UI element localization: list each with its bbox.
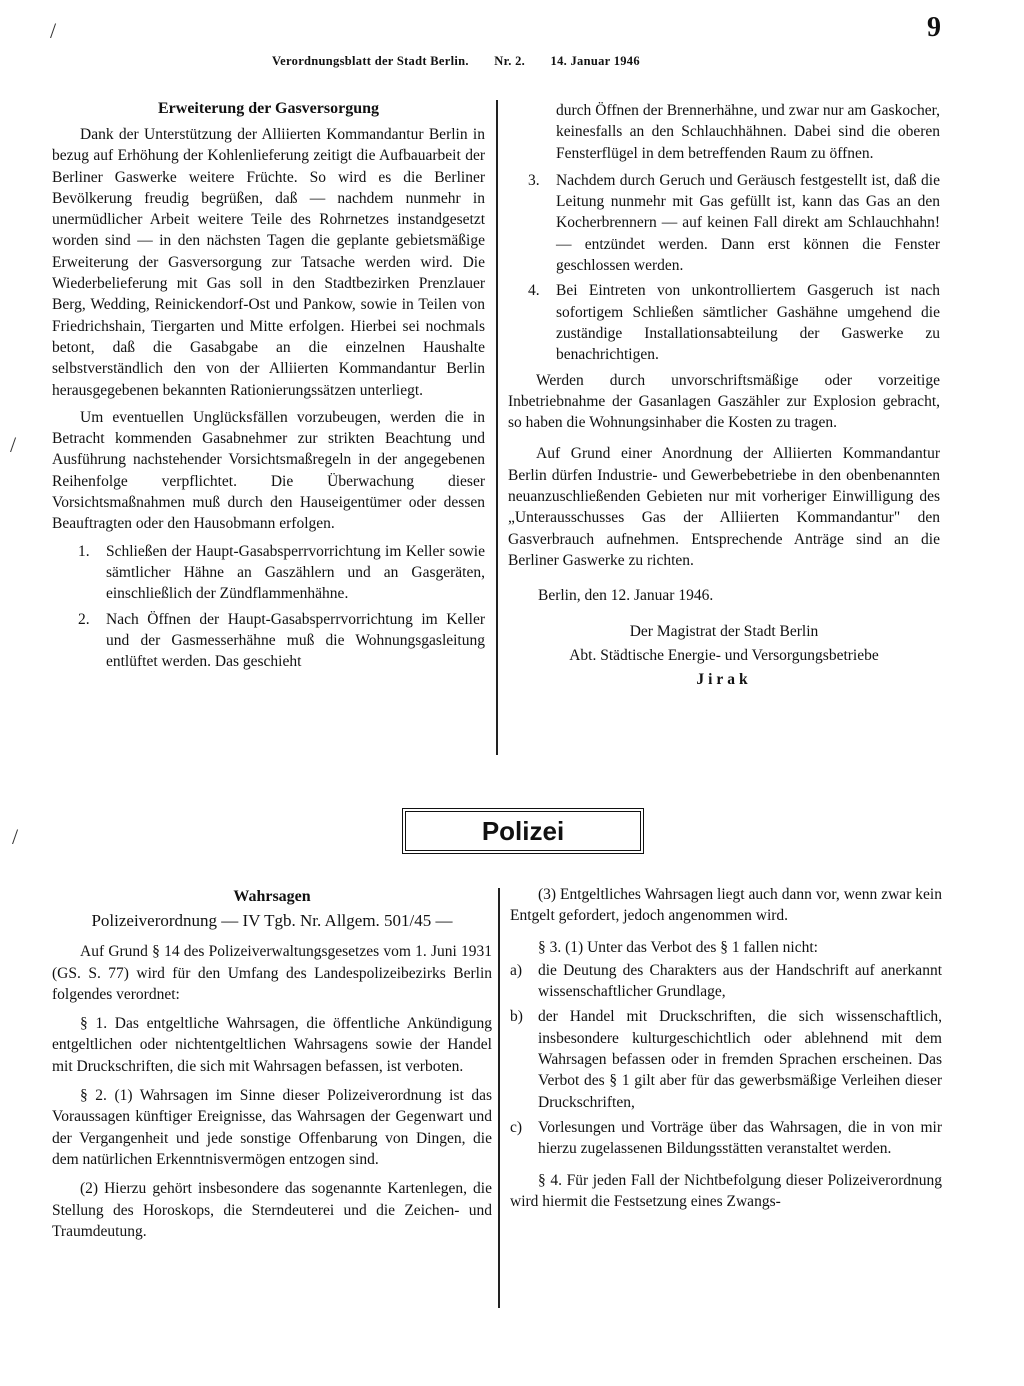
gas-paragraph: Dank der Unterstützung der Alliierten Kommandantur Berlin in bezug auf Erhöhung der Kohlenlieferung zeitigt die Aufbauarbeit der Berliner Gaswerke weitere Früchte. So wird es die Berliner Bevölkerung freudig begrüßen, daß — nachdem nunmehr in unermüdlicher Arbeit weitere Teile des Rohrnetzes instandgesetzt worden sind — in den nächsten Tagen die geplante gebietsmäßige Erweiterung der Gasversorgung zur Tatsache werden wird. Die Wiederbelieferung mit Gas soll in den Stadtbezirken Prenzlauer Berg, Wedding, Reinickendorf-Ost und Pankow, sowie in Teilen von Friedrichshain, Tiergarten und Mitte erfolgen. Hierbei sei nochmals betont, daß die Gasabgabe an die einzelnen Haushalte selbstverständlich den von der Alliierten Kommandantur Berlin herausgegebenen bekannten Rationierungssätzen unterliegt.	[52, 126, 485, 399]
item-letter: c)	[510, 1118, 523, 1136]
signature-name: Jirak	[696, 671, 752, 689]
fortune-right-column	[510, 884, 942, 1212]
ordinance-paragraph: § 2. (1) Wahrsagen im Sinne dieser Polizeiverordnung ist das Voraussagen künftiger Ereignisse, das Wahrsagen der Gegenwart und der Vergangenheit und jede sonstige Offenbarung von Dingen, die dem natürlichen Erkenntnisvermögen entzogen sind.	[52, 1087, 492, 1168]
gas-right-column	[508, 100, 940, 690]
page-number: 9	[927, 12, 941, 43]
gas-rule-item	[78, 541, 485, 605]
gas-paragraph: Auf Grund einer Anordnung der Alliierten Kommandantur Berlin dürfen Industrie- und Gewerbebetriebe in den obenbenannten neuanzuschließenden Gebieten nur mit vorheriger Einwilligung des „Unterausschusses Gas der Alliierten Kommandantur" den Gasverbrauch aufnehmen. Entsprechende Anträge sind an die Berliner Gaswerke zu richten.	[508, 445, 940, 569]
item-letter: b)	[510, 1008, 523, 1026]
item-number: 3.	[528, 171, 540, 189]
item-text: Bei Eintreten von unkontrolliertem Gasgeruch ist nach sofortigem Schließen sämtlicher Gashähne umgehend die zuständige Installationsabteilung der Gaswerke zu benachrichtigen.	[556, 282, 940, 364]
item-letter: a)	[510, 961, 523, 979]
item-text: der Handel mit Druckschriften, die sich wissenschaftlich, insbesondere kulturgeschichtlich oder ablehnend mit dem Wahrsagen befassen oder in fremden Sprachen erscheinen. Das Verbot des § 1 gilt aber für das gewerbsmäßige Verleihen dieser Druckschriften,	[538, 1008, 942, 1111]
police-ordinance-subtitle: Polizeiverordnung — IV Tgb. Nr. Allgem. 501/45 —	[91, 911, 453, 930]
fortune-left-column	[52, 888, 492, 1242]
gas-left-column	[52, 100, 485, 676]
ordinance-paragraph: Auf Grund § 14 des Polizeiverwaltungsgesetzes vom 1. Juni 1931 (GS. S. 77) wird für den Umfang des Landespolizeibezirks Berlin folgendes verordnet:	[52, 943, 492, 1003]
ordinance-paragraph: § 4. Für jeden Fall der Nichtbefolgung dieser Polizeiverordnung wird hiermit die Festsetzung eines Zwangs-	[510, 1171, 942, 1210]
item-text: Vorlesungen und Vorträge über das Wahrsagen, die in von mir hierzu zugelassenen Bildungsstätten veranstaltet werden.	[538, 1118, 942, 1158]
ordinance-paragraph: (3) Entgeltliches Wahrsagen liegt auch dann vor, wenn zwar kein Entgelt gefordert, jedoch angenommen wird.	[510, 886, 942, 925]
ordinance-paragraph: § 3. (1) Unter das Verbot des § 1 fallen nicht:	[538, 938, 818, 956]
item-text: die Deutung des Charakters aus der Handschrift auf anerkannt wissenschaftlicher Grundlage,	[538, 961, 942, 1001]
column-divider	[496, 100, 498, 755]
police-banner-label: Polizei	[481, 815, 565, 846]
issue-number: Nr. 2.	[494, 54, 526, 68]
item-number: 1.	[78, 542, 90, 560]
issue-date: 14. Januar 1946	[550, 54, 640, 68]
item-text: Nach Öffnen der Haupt-Gasabsperrvorrichtung im Keller und der Gasmesserhähne muß die Wohnungsgasleitung entlüftet werden. Das geschieht	[106, 610, 485, 671]
item-text: Nachdem durch Geruch und Geräusch festgestellt ist, daß die Leitung nunmehr mit Gas gefüllt ist, kann das Gas an den Kocherbrennern — auf keinen Fall direkt am Schlauchhahn! — entzündet werden. Dann erst können die Fenster geschlossen werden.	[556, 171, 940, 275]
page-header	[272, 54, 662, 69]
exception-item	[510, 1006, 942, 1112]
ordinance-paragraph: § 1. Das entgeltliche Wahrsagen, die öffentliche Ankündigung entgeltlichen oder nichtentgeltlichen Wahrsagens sowie der Handel mit Druckschriften, die sich mit Wahrsagen befassen, ist verboten.	[52, 1015, 492, 1075]
fortune-section-title: Wahrsagen	[233, 888, 311, 905]
gas-section-title: Erweiterung der Gasversorgung	[157, 100, 379, 117]
place-date: Berlin, den 12. Januar 1946.	[538, 587, 714, 605]
ordinance-paragraph: (2) Hierzu gehört insbesondere das sogenannte Kartenlegen, die Stellung des Horoskops, die Sterndeuterei und die Zeichen- und Traumdeutung.	[52, 1180, 492, 1240]
gas-rule-item	[78, 609, 485, 673]
publication-title: Verordnungsblatt der Stadt Berlin.	[272, 54, 469, 68]
margin-mark: /	[50, 18, 57, 43]
exception-item	[510, 960, 942, 1003]
gas-paragraph: Um eventuellen Unglücksfällen vorzubeugen, werden die in Betracht kommenden Gasabnehmer zur strikten Beachtung und Ausführung nachstehender Vorsichtsmaßregeln in der angegebenen Reihenfolge verpflichtet. Die Überwachung dieser Vorsichtsmaßnahmen muß durch den Hauseigentümer oder dessen Beauftragten oder den Hausobmann erfolgen.	[52, 408, 485, 533]
margin-mark: /	[10, 432, 17, 457]
exception-item	[510, 1117, 942, 1160]
margin-mark: /	[12, 824, 19, 849]
item-text: Schließen der Haupt-Gasabsperrvorrichtung im Keller sowie sämtlicher Hähne an Gaszählern und an Gasgeräten, einschließlich der Zündflammenhähne.	[106, 542, 485, 603]
signature-org: Der Magistrat der Stadt Berlin	[629, 622, 819, 640]
item-number: 4.	[528, 282, 540, 300]
gas-paragraph: Werden durch unvorschriftsmäßige oder vorzeitige Inbetriebnahme der Gasanlagen Gaszähler zur Explosion gebracht, so haben die Wohnungsinhaber die Kosten zu tragen.	[508, 371, 940, 432]
gas-continuation: durch Öffnen der Brennerhähne, und zwar nur am Gaskocher, keinesfalls an den Schlauchhähnen. Dabei sind die oberen Fensterflügel in dem betreffenden Raum zu öffnen.	[556, 102, 940, 162]
column-divider	[498, 888, 500, 1308]
signature-dept: Abt. Städtische Energie- und Versorgungsbetriebe	[569, 646, 879, 664]
item-number: 2.	[78, 610, 90, 628]
police-section-banner	[402, 808, 644, 854]
gas-rule-item	[528, 170, 940, 276]
gas-rule-item	[528, 280, 940, 365]
